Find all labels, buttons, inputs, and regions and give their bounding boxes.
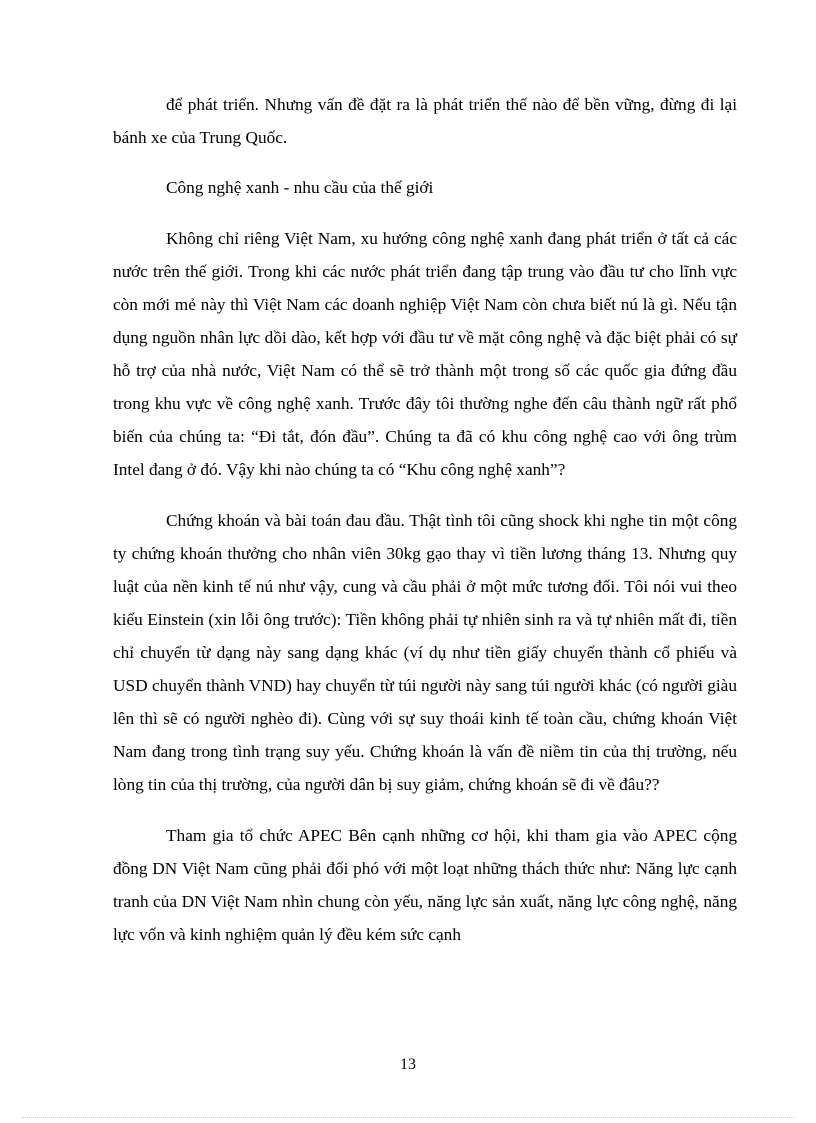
paragraph-green-tech: Không chỉ riêng Việt Nam, xu hướng công nghệ xanh đang phát triển ở tất cả các nước trên thế giới. Trong khi các nước phát triển đang tập trung vào đầu tư cho lĩnh vực còn mới mẻ này thì Việt Nam các doanh nghiệp Việt Nam còn chưa biết nú là gì. Nếu tận dụng nguồn nhân lực dồi dào, kết hợp với đầu tư về mặt công nghệ và đặc biệt phải có sự hỗ trợ của nhà nước, Việt Nam có thể sẽ trở thành một trong số các quốc gia đứng đầu trong khu vực về công nghệ xanh. Trước đây tôi thường nghe đến câu thành ngữ rất phổ biến của chúng ta: “Đi tắt, đón đầu”. Chúng ta đã có khu công nghệ cao với ông trùm Intel đang ở đó. Vậy khi nào chúng ta có “Khu công nghệ xanh”? xyxy=(113,229,737,479)
paragraph-continuation: để phát triển. Nhưng vấn đề đặt ra là phát triển thế nào để bền vững, đừng đi lại bánh xe của Trung Quốc. xyxy=(113,95,737,147)
document-body xyxy=(113,88,737,951)
paragraph-stock-market: Chứng khoán và bài toán đau đầu. Thật tình tôi cũng shock khi nghe tin một công ty chứng khoán thưởng cho nhân viên 30kg gạo thay vì tiền lương tháng 13. Nhưng quy luật của nền kinh tế nú như vậy, cung và cầu phải ở một mức tương đối. Tôi nói vui theo kiểu Einstein (xin lỗi ông trước): Tiền không phải tự nhiên sinh ra và tự nhiên mất đi, tiền chỉ chuyển từ dạng này sang dạng khác (ví dụ như tiền giấy chuyển thành cổ phiếu và USD chuyển thành VND) hay chuyển từ túi người này sang túi người khác (có người giàu lên thì sẽ có người nghèo đi). Cùng với sự suy thoái kinh tế toàn cầu, chứng khoán Việt Nam đang trong tình trạng suy yếu. Chứng khoán là vấn đề niềm tin của thị trường, nếu lòng tin của thị trường, của người dân bị suy giảm, chứng khoán sẽ đi về đâu?? xyxy=(113,511,737,794)
paragraph-apec: Tham gia tổ chức APEC Bên cạnh những cơ hội, khi tham gia vào APEC cộng đồng DN Việt Nam cũng phải đối phó với một loạt những thách thức như: Năng lực cạnh tranh của DN Việt Nam nhìn chung còn yếu, năng lực sản xuất, năng lực công nghệ, năng lực vốn và kinh nghiệm quản lý đều kém sức cạnh xyxy=(113,826,737,944)
page-bottom-divider xyxy=(22,1117,794,1118)
section-heading-green-tech: Công nghệ xanh - nhu cầu của thế giới xyxy=(166,178,434,197)
page-number: 13 xyxy=(400,1056,416,1073)
